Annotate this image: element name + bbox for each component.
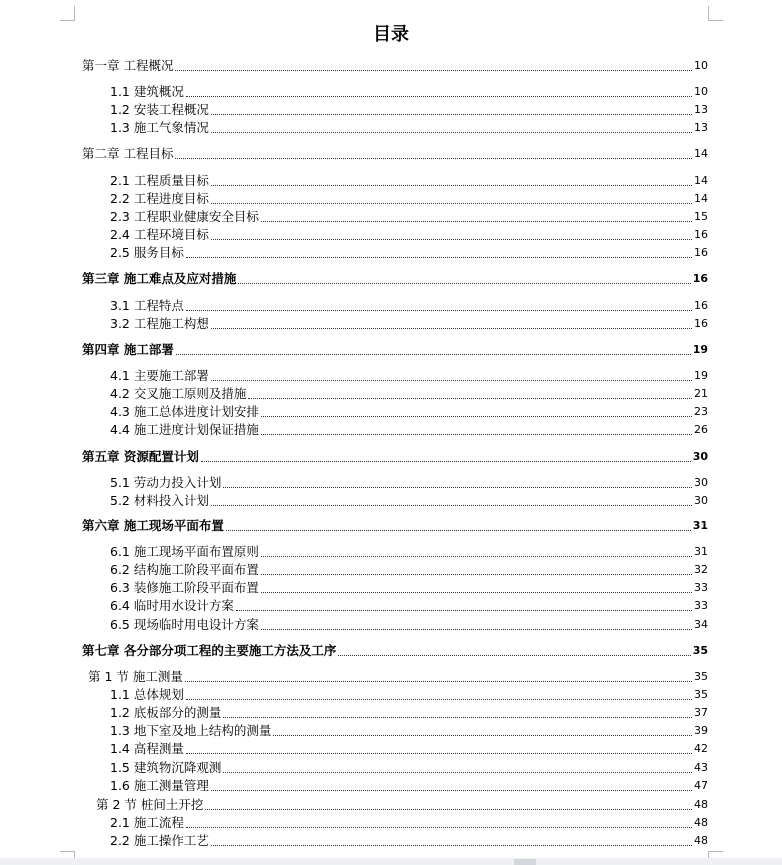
toc-entry-label: 2.5 服务目标	[110, 245, 184, 260]
toc-chapter-entry[interactable]	[82, 58, 708, 74]
toc-dot-leader	[176, 353, 691, 355]
toc-page-number: 13	[694, 103, 708, 116]
toc-page-number: 13	[694, 121, 708, 134]
toc-entry[interactable]	[110, 173, 708, 189]
toc-entry-label: 3.2 工程施工构想	[110, 316, 209, 331]
toc-entry[interactable]	[110, 778, 708, 794]
toc-entry[interactable]	[110, 245, 708, 261]
toc-page-number: 19	[692, 343, 708, 356]
toc-dot-leader	[211, 113, 692, 115]
toc-page-number: 19	[694, 369, 708, 382]
toc-page-number: 33	[694, 599, 708, 612]
toc-entry-label: 1.1 总体规划	[110, 687, 184, 702]
toc-dot-leader	[201, 460, 691, 462]
toc-entry[interactable]	[110, 833, 708, 849]
toc-dot-leader	[211, 202, 692, 204]
toc-entry[interactable]	[88, 669, 708, 685]
toc-dot-leader	[261, 591, 692, 593]
toc-entry[interactable]	[110, 102, 708, 118]
horizontal-scrollbar[interactable]	[0, 858, 782, 865]
toc-entry-label: 第四章 施工部署	[82, 342, 174, 357]
toc-page-number: 35	[694, 670, 708, 683]
toc-entry-label: 第 1 节 施工测量	[88, 669, 183, 684]
toc-entry-label: 6.2 结构施工阶段平面布置	[110, 562, 259, 577]
toc-dot-leader	[211, 379, 692, 381]
toc-entry-label: 1.2 安装工程概况	[110, 102, 209, 117]
toc-entry-label: 3.1 工程特点	[110, 298, 184, 313]
toc-entry-label: 2.2 施工操作工艺	[110, 833, 209, 848]
page-corner-mark	[60, 6, 75, 21]
toc-page-number: 16	[692, 272, 708, 285]
toc-page-number: 30	[694, 494, 708, 507]
toc-dot-leader	[186, 256, 692, 258]
toc-page-number: 21	[694, 387, 708, 400]
toc-page-number: 26	[694, 423, 708, 436]
toc-entry[interactable]	[110, 316, 708, 332]
toc-page-number: 32	[694, 563, 708, 576]
toc-entry-label: 4.1 主要施工部署	[110, 368, 209, 383]
toc-page-number: 37	[694, 706, 708, 719]
toc-chapter-entry[interactable]	[82, 342, 708, 358]
toc-entry-label: 2.1 工程质量目标	[110, 173, 209, 188]
toc-entry-label: 第 2 节 桩间土开挖	[96, 797, 204, 812]
toc-entry-label: 第五章 资源配置计划	[82, 449, 199, 464]
toc-entry-label: 5.2 材料投入计划	[110, 493, 209, 508]
toc-page-number: 31	[692, 519, 708, 532]
toc-dot-leader	[205, 808, 692, 810]
toc-entry-label: 1.2 底板部分的测量	[110, 705, 222, 720]
toc-entry-label: 第三章 施工难点及应对措施	[82, 271, 237, 286]
toc-entry[interactable]	[96, 797, 708, 813]
toc-entry[interactable]	[110, 493, 708, 509]
toc-entry-label: 1.3 施工气象情况	[110, 120, 209, 135]
toc-dot-leader	[223, 771, 692, 773]
toc-entry-label: 2.3 工程职业健康安全目标	[110, 209, 259, 224]
toc-page-number: 33	[694, 581, 708, 594]
toc-entry-label: 4.2 交叉施工原则及措施	[110, 386, 247, 401]
toc-entry[interactable]	[110, 562, 708, 578]
toc-dot-leader	[261, 573, 692, 575]
toc-entry-label: 4.3 施工总体进度计划安排	[110, 404, 259, 419]
toc-page-number: 34	[694, 618, 708, 631]
toc-dot-leader	[211, 844, 692, 846]
toc-dot-leader	[261, 220, 692, 222]
toc-entry-label: 1.1 建筑概况	[110, 84, 184, 99]
toc-entry[interactable]	[110, 404, 708, 420]
toc-page-number: 43	[694, 761, 708, 774]
toc-entry[interactable]	[110, 741, 708, 757]
toc-dot-leader	[261, 628, 692, 630]
toc-page-number: 14	[694, 147, 708, 160]
toc-entry-label: 1.5 建筑物沉降观测	[110, 760, 222, 775]
toc-dot-leader	[211, 327, 692, 329]
toc-entry[interactable]	[110, 191, 708, 207]
toc-entry-label: 1.3 地下室及地上结构的测量	[110, 723, 272, 738]
toc-page-number: 35	[692, 644, 708, 657]
toc-entry[interactable]	[110, 209, 708, 225]
toc-dot-leader	[261, 415, 692, 417]
toc-entry[interactable]	[110, 84, 708, 100]
toc-dot-leader	[261, 433, 692, 435]
page-title: 目录	[373, 24, 409, 45]
toc-entry-label: 6.3 装修施工阶段平面布置	[110, 580, 259, 595]
toc-dot-leader	[186, 698, 692, 700]
toc-page-number: 14	[694, 174, 708, 187]
toc-dot-leader	[211, 238, 692, 240]
toc-page-number: 10	[694, 85, 708, 98]
toc-dot-leader	[273, 734, 692, 736]
toc-entry[interactable]	[110, 723, 708, 739]
toc-page-number: 48	[694, 816, 708, 829]
toc-entry[interactable]	[110, 617, 708, 633]
toc-chapter-entry[interactable]	[82, 643, 708, 659]
toc-entry-label: 第七章 各分部分项工程的主要施工方法及工序	[82, 643, 337, 658]
toc-dot-leader	[223, 716, 692, 718]
toc-page-number: 23	[694, 405, 708, 418]
toc-entry-label: 1.4 高程测量	[110, 741, 184, 756]
toc-entry[interactable]	[110, 760, 708, 776]
toc-entry[interactable]	[110, 687, 708, 703]
toc-entry[interactable]	[110, 422, 708, 438]
toc-page-number: 30	[692, 450, 708, 463]
toc-page-number: 14	[694, 192, 708, 205]
toc-chapter-entry[interactable]	[82, 518, 708, 534]
toc-dot-leader	[248, 397, 692, 399]
scrollbar-thumb[interactable]	[514, 859, 536, 865]
toc-dot-leader	[223, 486, 692, 488]
toc-entry[interactable]	[110, 298, 708, 314]
toc-page-number: 39	[694, 724, 708, 737]
toc-entry[interactable]	[110, 475, 708, 491]
toc-entry[interactable]	[110, 120, 708, 136]
toc-entry-label: 第一章 工程概况	[82, 58, 174, 73]
toc-dot-leader	[211, 504, 692, 506]
page-corner-mark	[708, 6, 723, 21]
toc-entry[interactable]	[110, 705, 708, 721]
toc-page-number: 30	[694, 476, 708, 489]
toc-entry[interactable]	[110, 368, 708, 384]
toc-entry[interactable]	[110, 386, 708, 402]
toc-chapter-entry[interactable]	[82, 271, 708, 287]
toc-page-number: 15	[694, 210, 708, 223]
toc-dot-leader	[186, 95, 692, 97]
toc-dot-leader	[238, 282, 690, 284]
toc-chapter-entry[interactable]	[82, 146, 708, 162]
toc-page-number: 42	[694, 742, 708, 755]
toc-entry-label: 2.1 施工流程	[110, 815, 184, 830]
toc-dot-leader	[186, 309, 692, 311]
toc-page-number: 47	[694, 779, 708, 792]
toc-page-number: 48	[694, 834, 708, 847]
toc-entry-label: 第二章 工程目标	[82, 146, 174, 161]
toc-entry-label: 4.4 施工进度计划保证措施	[110, 422, 259, 437]
toc-page-number: 10	[694, 59, 708, 72]
toc-entry-label: 6.4 临时用水设计方案	[110, 598, 234, 613]
toc-entry-label: 5.1 劳动力投入计划	[110, 475, 222, 490]
toc-entry[interactable]	[110, 815, 708, 831]
toc-dot-leader	[261, 555, 692, 557]
toc-page-number: 16	[694, 299, 708, 312]
toc-chapter-entry[interactable]	[82, 449, 708, 465]
toc-entry-label: 6.1 施工现场平面布置原则	[110, 544, 259, 559]
toc-entry[interactable]	[110, 598, 708, 614]
toc-page-number: 31	[694, 545, 708, 558]
toc-dot-leader	[211, 184, 692, 186]
toc-page-number: 16	[694, 228, 708, 241]
toc-dot-leader	[211, 131, 692, 133]
toc-dot-leader	[175, 157, 692, 159]
toc-dot-leader	[186, 826, 692, 828]
toc-dot-leader	[338, 654, 690, 656]
toc-entry[interactable]	[110, 544, 708, 560]
toc-entry-label: 第六章 施工现场平面布置	[82, 518, 224, 533]
toc-entry[interactable]	[110, 227, 708, 243]
toc-dot-leader	[226, 529, 691, 531]
toc-entry-label: 2.4 工程环境目标	[110, 227, 209, 242]
toc-page-number: 16	[694, 246, 708, 259]
toc-entry[interactable]	[110, 580, 708, 596]
toc-entry-label: 6.5 现场临时用电设计方案	[110, 617, 259, 632]
toc-page-number: 16	[694, 317, 708, 330]
toc-dot-leader	[185, 680, 692, 682]
toc-dot-leader	[211, 789, 692, 791]
toc-dot-leader	[175, 69, 692, 71]
toc-dot-leader	[186, 752, 692, 754]
toc-dot-leader	[236, 609, 692, 611]
toc-page-number: 35	[694, 688, 708, 701]
toc-entry-label: 2.2 工程进度目标	[110, 191, 209, 206]
toc-entry-label: 1.6 施工测量管理	[110, 778, 209, 793]
toc-page-number: 48	[694, 798, 708, 811]
